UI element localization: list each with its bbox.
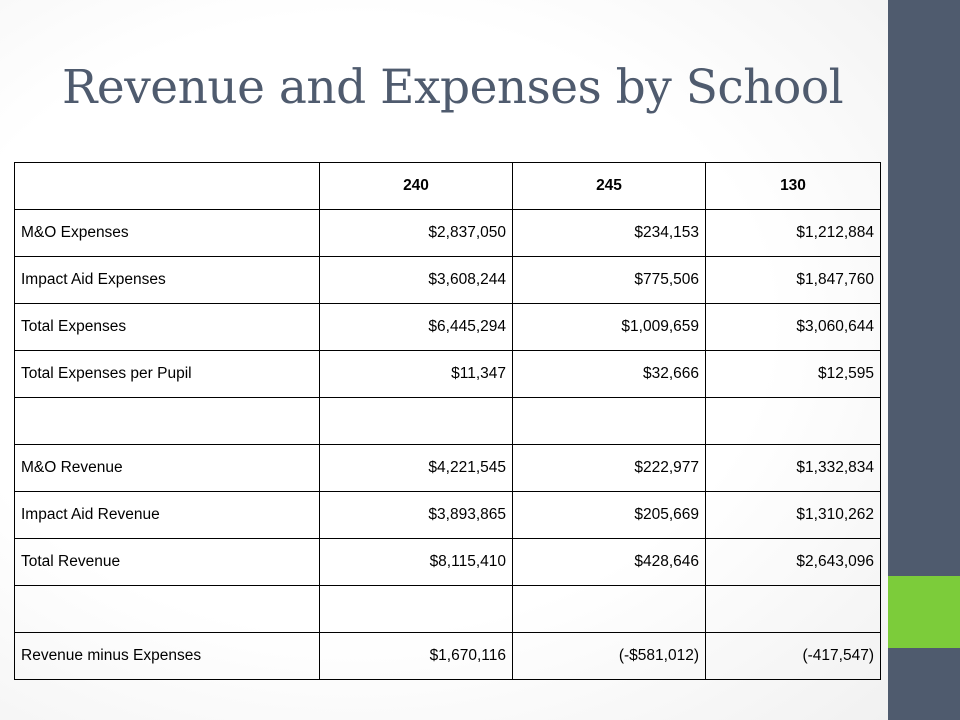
table-cell: $205,669 bbox=[513, 492, 706, 539]
table-cell: $1,670,116 bbox=[320, 633, 513, 680]
table-cell: $2,643,096 bbox=[706, 539, 881, 586]
row-label bbox=[15, 586, 320, 633]
table-cell: $428,646 bbox=[513, 539, 706, 586]
table-cell: (-$581,012) bbox=[513, 633, 706, 680]
table-row bbox=[15, 492, 881, 539]
table-cell: $222,977 bbox=[513, 445, 706, 492]
header-cell-school: 245 bbox=[513, 163, 706, 210]
table-cell bbox=[320, 586, 513, 633]
header-cell-blank bbox=[15, 163, 320, 210]
row-label: Total Expenses per Pupil bbox=[15, 351, 320, 398]
table-cell: $8,115,410 bbox=[320, 539, 513, 586]
table-cell: $3,608,244 bbox=[320, 257, 513, 304]
table-cell: $1,847,760 bbox=[706, 257, 881, 304]
table-cell: $775,506 bbox=[513, 257, 706, 304]
table-row bbox=[15, 445, 881, 492]
row-label: Revenue minus Expenses bbox=[15, 633, 320, 680]
table-row bbox=[15, 351, 881, 398]
row-label: Impact Aid Expenses bbox=[15, 257, 320, 304]
table-cell bbox=[513, 398, 706, 445]
slide-title: Revenue and Expenses by School bbox=[62, 60, 844, 115]
header-cell-school: 240 bbox=[320, 163, 513, 210]
table-cell bbox=[706, 398, 881, 445]
table-cell: $3,060,644 bbox=[706, 304, 881, 351]
table-row bbox=[15, 210, 881, 257]
table-cell bbox=[513, 586, 706, 633]
table-cell: $4,221,545 bbox=[320, 445, 513, 492]
table-cell: $6,445,294 bbox=[320, 304, 513, 351]
row-label: Impact Aid Revenue bbox=[15, 492, 320, 539]
table-row-spacer bbox=[15, 586, 881, 633]
header-cell-school: 130 bbox=[706, 163, 881, 210]
row-label: M&O Expenses bbox=[15, 210, 320, 257]
table-cell: $32,666 bbox=[513, 351, 706, 398]
table-cell: $1,009,659 bbox=[513, 304, 706, 351]
table-cell: $1,310,262 bbox=[706, 492, 881, 539]
table-cell: $2,837,050 bbox=[320, 210, 513, 257]
table-cell: $234,153 bbox=[513, 210, 706, 257]
row-label: M&O Revenue bbox=[15, 445, 320, 492]
table-cell: (-417,547) bbox=[706, 633, 881, 680]
table-cell bbox=[320, 398, 513, 445]
table-row bbox=[15, 304, 881, 351]
table-row bbox=[15, 257, 881, 304]
table-cell bbox=[706, 586, 881, 633]
table-row bbox=[15, 633, 881, 680]
table-cell: $1,212,884 bbox=[706, 210, 881, 257]
table-cell: $12,595 bbox=[706, 351, 881, 398]
side-accent-square bbox=[888, 576, 960, 648]
table-cell: $1,332,834 bbox=[706, 445, 881, 492]
table-cell: $11,347 bbox=[320, 351, 513, 398]
table-row bbox=[15, 539, 881, 586]
table-cell: $3,893,865 bbox=[320, 492, 513, 539]
row-label: Total Revenue bbox=[15, 539, 320, 586]
table-header-row bbox=[15, 163, 881, 210]
row-label: Total Expenses bbox=[15, 304, 320, 351]
row-label bbox=[15, 398, 320, 445]
revenue-expenses-table bbox=[14, 162, 881, 680]
table-row-spacer bbox=[15, 398, 881, 445]
